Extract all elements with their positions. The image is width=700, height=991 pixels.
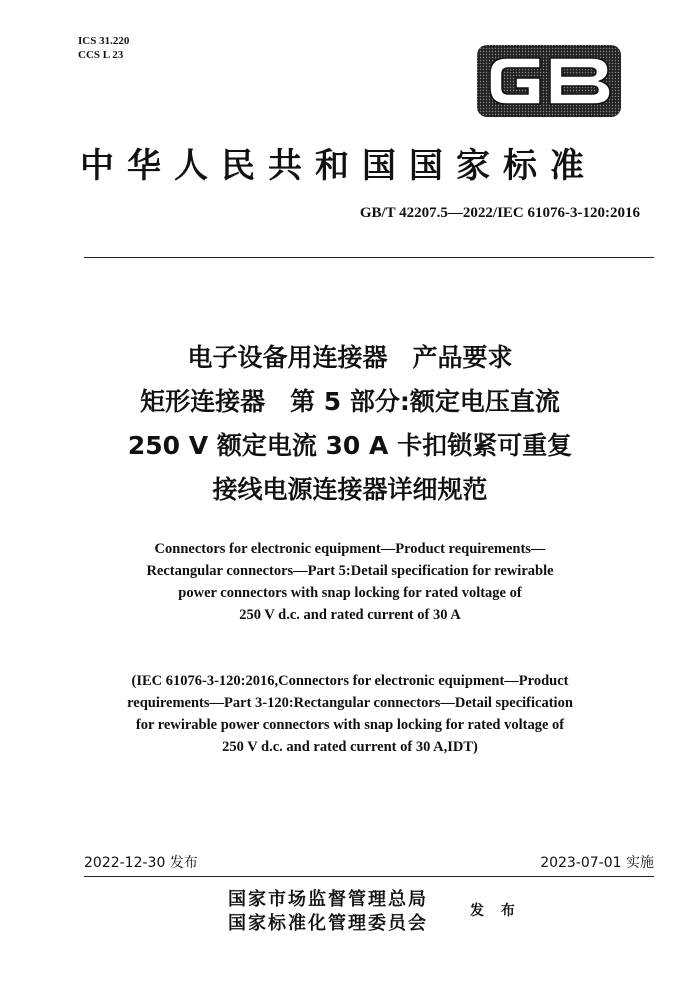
- iec-line: 250 V d.c. and rated current of 30 A,IDT): [222, 739, 478, 755]
- english-title-line: Rectangular connectors—Part 5:Detail specification for rewirable: [146, 563, 554, 579]
- ccs-code: CCS L 23: [78, 49, 124, 61]
- ics-code: ICS 31.220: [78, 35, 130, 47]
- gb-logo: [476, 44, 622, 118]
- publisher-samr: 国家市场监督管理总局: [228, 889, 428, 910]
- gb-logo-icon: [476, 44, 622, 118]
- english-title-line: power connectors with snap locking for rated voltage of: [178, 585, 522, 601]
- english-title-line: 250 V d.c. and rated current of 30 A: [239, 607, 461, 623]
- classification-codes: [78, 34, 129, 62]
- chinese-title-line: 矩形连接器 第 5 部分:额定电压直流: [140, 387, 560, 416]
- english-title-line: Connectors for electronic equipment—Product requirements—: [154, 541, 546, 557]
- footer-divider: [84, 876, 654, 877]
- publishers: [228, 888, 428, 936]
- header-divider: [84, 257, 654, 258]
- national-standard-heading: 中华人民共和国国家标准: [80, 146, 597, 186]
- iec-line: requirements—Part 3-120:Rectangular connectors—Detail specification: [127, 695, 573, 711]
- issue-date: 2022-12-30 发布: [84, 855, 198, 871]
- iec-equivalence: [60, 670, 640, 758]
- iec-line: for rewirable power connectors with snap locking for rated voltage of: [135, 717, 565, 733]
- chinese-title-line: 250 V 额定电流 30 A 卡扣锁紧可重复: [127, 431, 573, 460]
- publish-label: 发 布: [470, 903, 521, 919]
- publisher-sac: 国家标准化管理委员会: [228, 913, 428, 934]
- chinese-title-line: 接线电源连接器详细规范: [212, 475, 488, 504]
- english-title: [60, 538, 640, 626]
- standard-number: GB/T 42207.5—2022/IEC 61076-3-120:2016: [359, 205, 640, 221]
- chinese-title: [0, 336, 700, 512]
- iec-line: (IEC 61076-3-120:2016,Connectors for electronic equipment—Product: [131, 673, 569, 689]
- implementation-date: 2023-07-01 实施: [540, 855, 654, 871]
- chinese-title-line: 电子设备用连接器 产品要求: [187, 343, 513, 372]
